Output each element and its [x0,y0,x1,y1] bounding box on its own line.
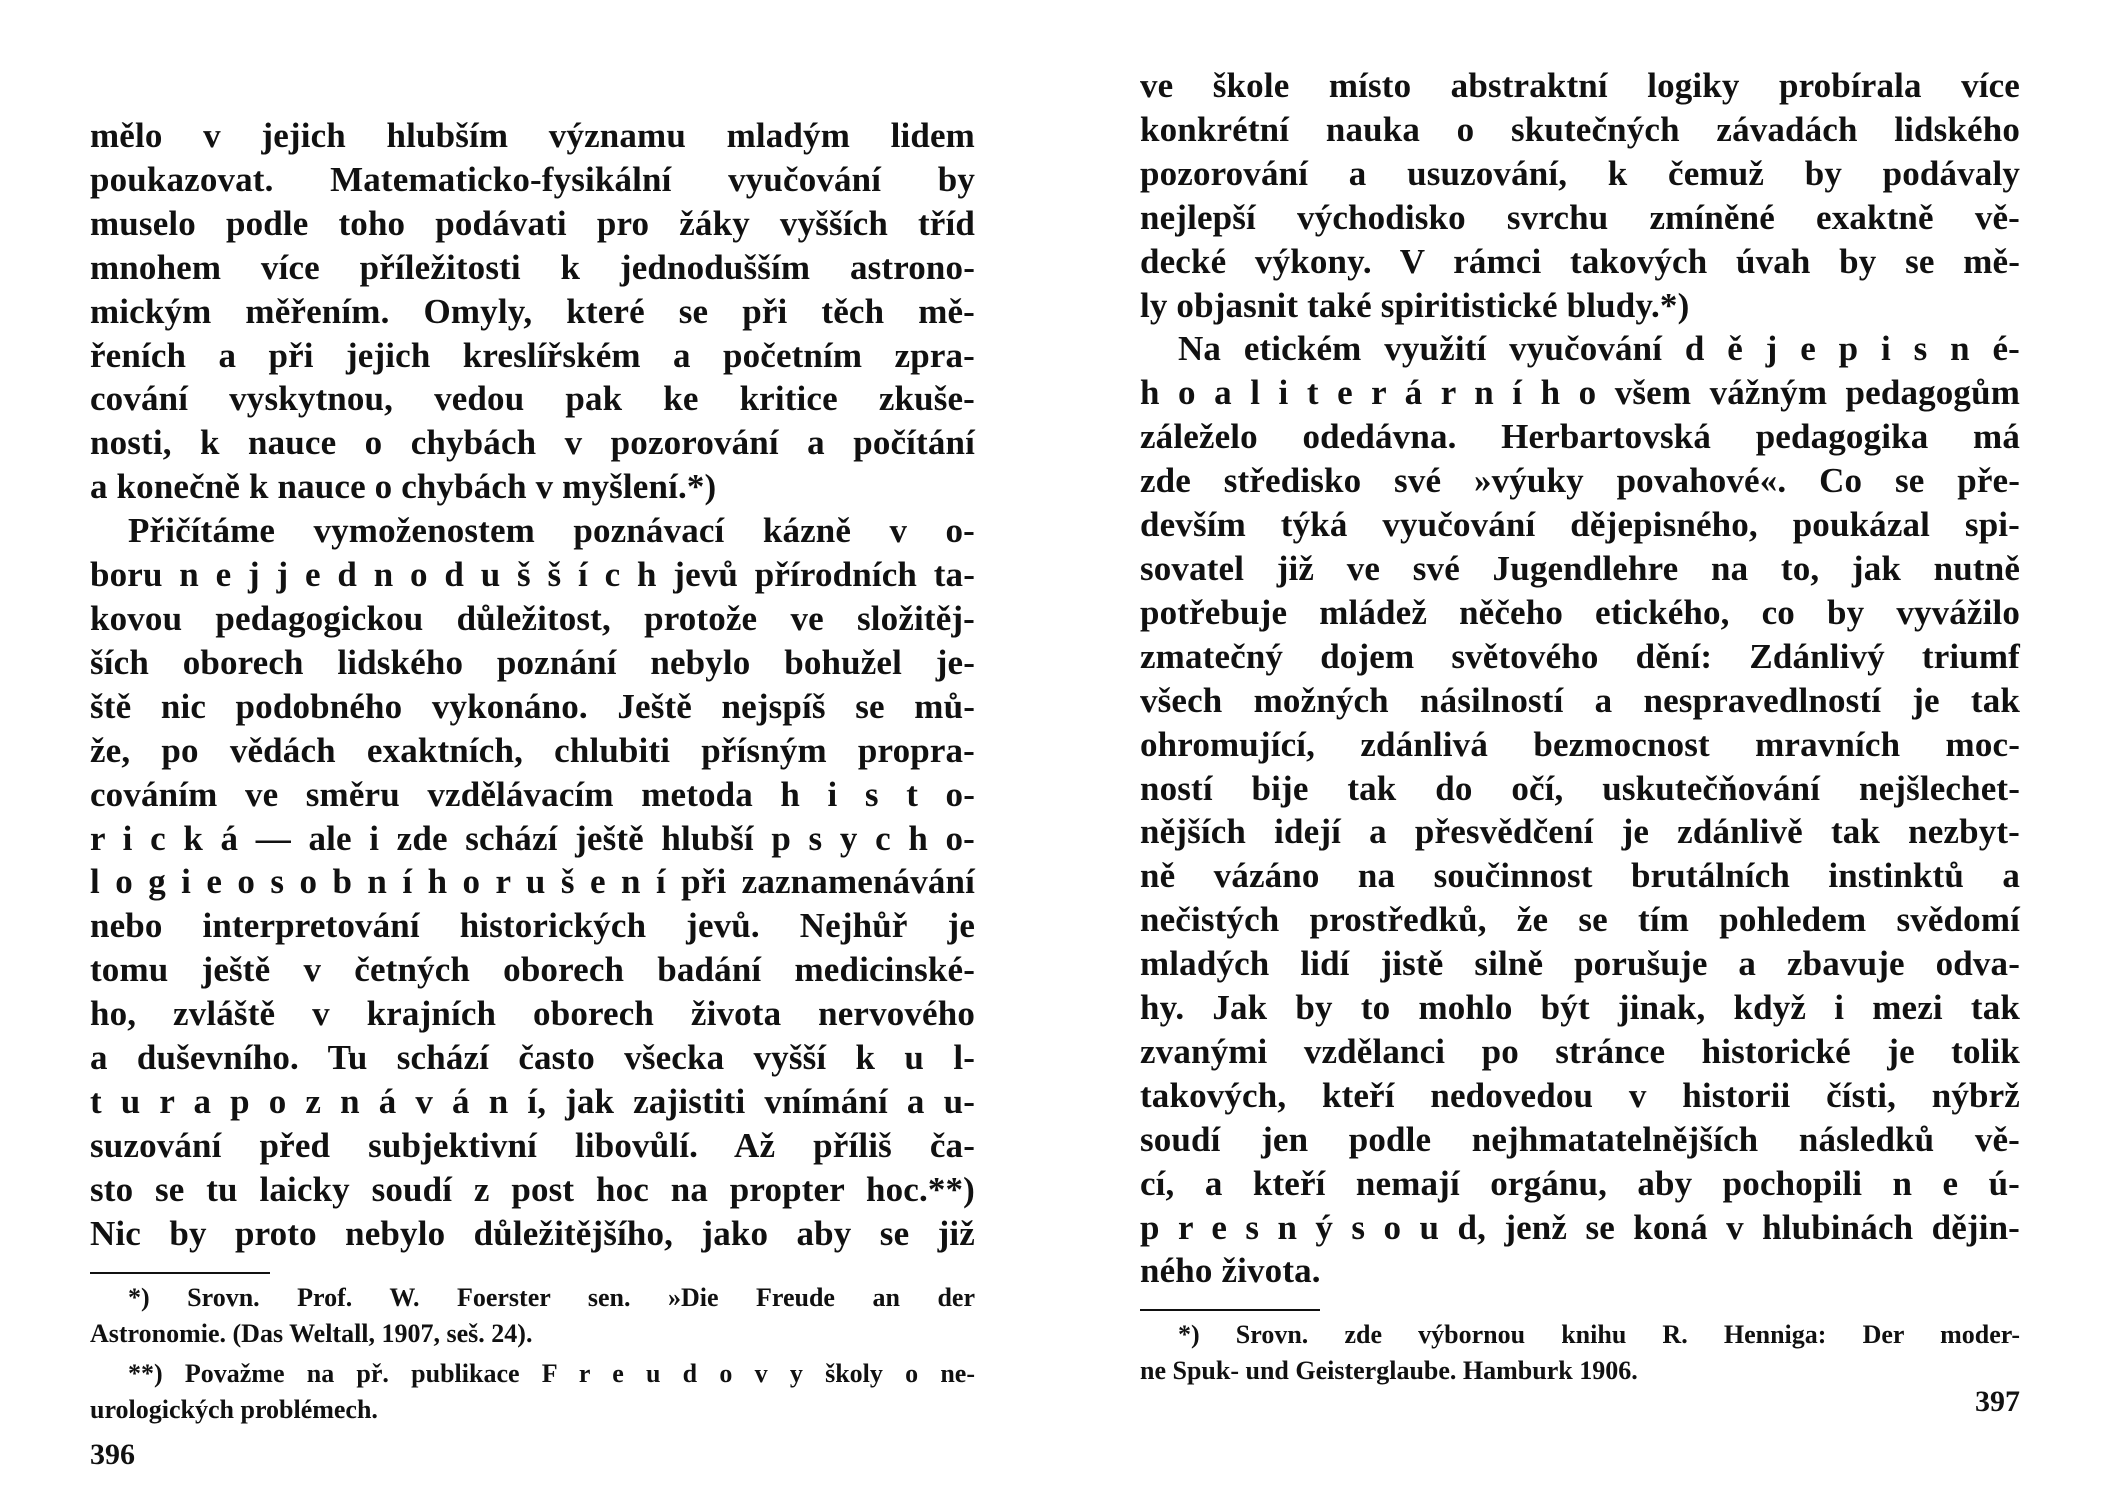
text-line: Nic by proto nebylo důležitějšího, jako aby se již [90,1213,975,1253]
left-page-footnotes [90,1280,975,1428]
page-number-left: 396 [90,1438,135,1471]
text-line: ně vázáno na součinnost brutálních instinktů a [1140,856,2020,896]
text-line: nějších idejí a přesvědčení je zdánlivě tak nezbyt- [1140,812,2020,852]
text-line: zmatečný dojem světového dění: Zdánlivý triumf [1140,636,2020,676]
text-line: devším týká vyučování dějepisného, poukázal spi- [1140,505,2020,545]
text-line: mělo v jejich hlubším významu mladým lidem [90,116,975,155]
text-line: a duševního. Tu schází často všecka vyšší k u l- [90,1038,975,1078]
text-line: ohromující, zdánlivá bezmocnost mravních moc- [1140,724,2020,764]
left-page [90,0,975,1471]
text-line: tomu ještě v četných oborech badání medicinské- [90,950,975,990]
text-line: suzování před subjektivní libovůlí. Až příliš ča- [90,1125,975,1165]
text-line: a konečně k nauce o chybách v myšlení.*) [90,467,717,507]
text-line: ly objasnit také spiritistické bludy.*) [1140,285,1690,325]
footnote-line: Astronomie. (Das Weltall, 1907, seš. 24). [90,1318,533,1348]
left-page-body [90,114,975,1256]
footnote-rule [90,1272,270,1274]
footnote [90,1280,975,1352]
text-line: sovatel již ve své Jugendlehre na to, jak nutně [1140,548,2020,588]
text-line: nejlepší východisko svrchu zmíněné exaktně vě- [1140,197,2020,237]
text-line: sto se tu laicky soudí z post hoc na propter hoc.**) [90,1169,975,1209]
text-line: mickým měřením. Omyly, které se při těch mě- [90,291,975,331]
footnote-line: urologických problémech. [90,1394,378,1424]
text-line: kovou pedagogickou důležitost, protože ve složitěj- [90,598,975,638]
text-line: potřebuje mládež něčeho etického, co by vyvážilo [1140,592,2020,632]
text-line: r i c k á — ale i zde schází ještě hlubší p s y c h o- [90,818,975,858]
text-line: Na etickém využití vyučování d ě j e p i s n é- [1178,329,2020,369]
text-line: p r e s n ý s o u d, jenž se koná v hlubinách dějin- [1140,1207,2020,1247]
text-line: cováním ve směru vzdělávacím metoda h i s t o- [90,774,975,814]
text-line: hy. Jak by to mohlo být jinak, když i mezi tak [1140,988,2020,1028]
text-line: ného života. [1140,1251,1321,1291]
text-line: muselo podle toho podávati pro žáky vyšších tříd [90,203,975,243]
text-line: cí, a kteří nemají orgánu, aby pochopili n e ú- [1140,1163,2020,1203]
text-line: řeních a při jejich kreslířském a početním zpra- [90,335,975,375]
text-line: konkrétní nauka o skutečných závadách lidského [1140,109,2020,149]
text-line: poukazovat. Matematicko-fysikální vyučování by [90,159,975,199]
text-line: cování vyskytnou, vedou pak ke kritice zkuše- [90,379,975,419]
text-line: ností bije tak do očí, uskutečňování nejšlechet- [1140,768,2020,808]
text-line: zvanými vzdělanci po stránce historické je tolik [1140,1031,2020,1071]
text-line: zde středisko své »výuky povahové«. Co se pře- [1140,461,2020,501]
text-line: h o a l i t e r á r n í h o všem vážným pedagogům [1140,373,2020,413]
footnote-line: **) Považme na př. publikace F r e u d o v y školy o ne- [128,1358,975,1388]
text-line: že, po vědách exaktních, chlubiti přísným propra- [90,730,975,770]
right-page-footnotes [1140,1317,2020,1389]
text-line: Přičítáme vymoženostem poznávací kázně v o- [128,511,975,551]
text-line: ho, zvláště v krajních oborech života nervového [90,994,975,1034]
text-line: ve škole místo abstraktní logiky probírala více [1140,66,2020,105]
text-line: takových, kteří nedovedou v historii čísti, nýbrž [1140,1075,2020,1115]
text-line: pozorování a usuzování, k čemuž by podávaly [1140,153,2020,193]
right-page-body [1140,64,2020,1293]
text-line: l o g i e o s o b n í h o r u š e n í při zaznamenávání [90,862,975,902]
text-line: nebo interpretování historických jevů. Nejhůř je [90,906,975,946]
text-line: všech možných násilností a nespravedlností je tak [1140,680,2020,720]
footnote-line: *) Srovn. Prof. W. Foerster sen. »Die Freude an der [128,1282,975,1312]
footnote-line: ne Spuk- und Geisterglaube. Hamburk 1906. [1140,1356,1638,1386]
footnote [1140,1317,2020,1389]
text-line: nečistých prostředků, že se tím pohledem svědomí [1140,900,2020,940]
text-line: ště nic podobného vykonáno. Ještě nejspíš se mů- [90,686,975,726]
text-line: nosti, k nauce o chybách v pozorování a počítání [90,423,975,463]
footnote-line: *) Srovn. zde výbornou knihu R. Henniga: Der moder- [1178,1320,2020,1350]
text-line: decké výkony. V rámci takových úvah by se mě- [1140,241,2020,281]
text-line: soudí jen podle nejhmatatelnějších následků vě- [1140,1119,2020,1159]
footnote [90,1356,975,1428]
footnote-rule [1140,1309,1320,1311]
text-line: mnohem více příležitosti k jednodušším astrono- [90,247,975,287]
page-number-right: 397 [1975,1385,2020,1418]
text-line: t u r a p o z n á v á n í, jak zajistiti vnímání a u- [90,1081,975,1121]
text-line: záleželo odedávna. Herbartovská pedagogika má [1140,417,2020,457]
text-line: mladých lidí jistě silně porušuje a zbavuje odva- [1140,944,2020,984]
text-line: ších oborech lidského poznání nebylo bohužel je- [90,642,975,682]
right-page [1140,0,2020,1418]
text-line: boru n e j j e d n o d u š š í c h jevů přírodních ta- [90,555,975,595]
